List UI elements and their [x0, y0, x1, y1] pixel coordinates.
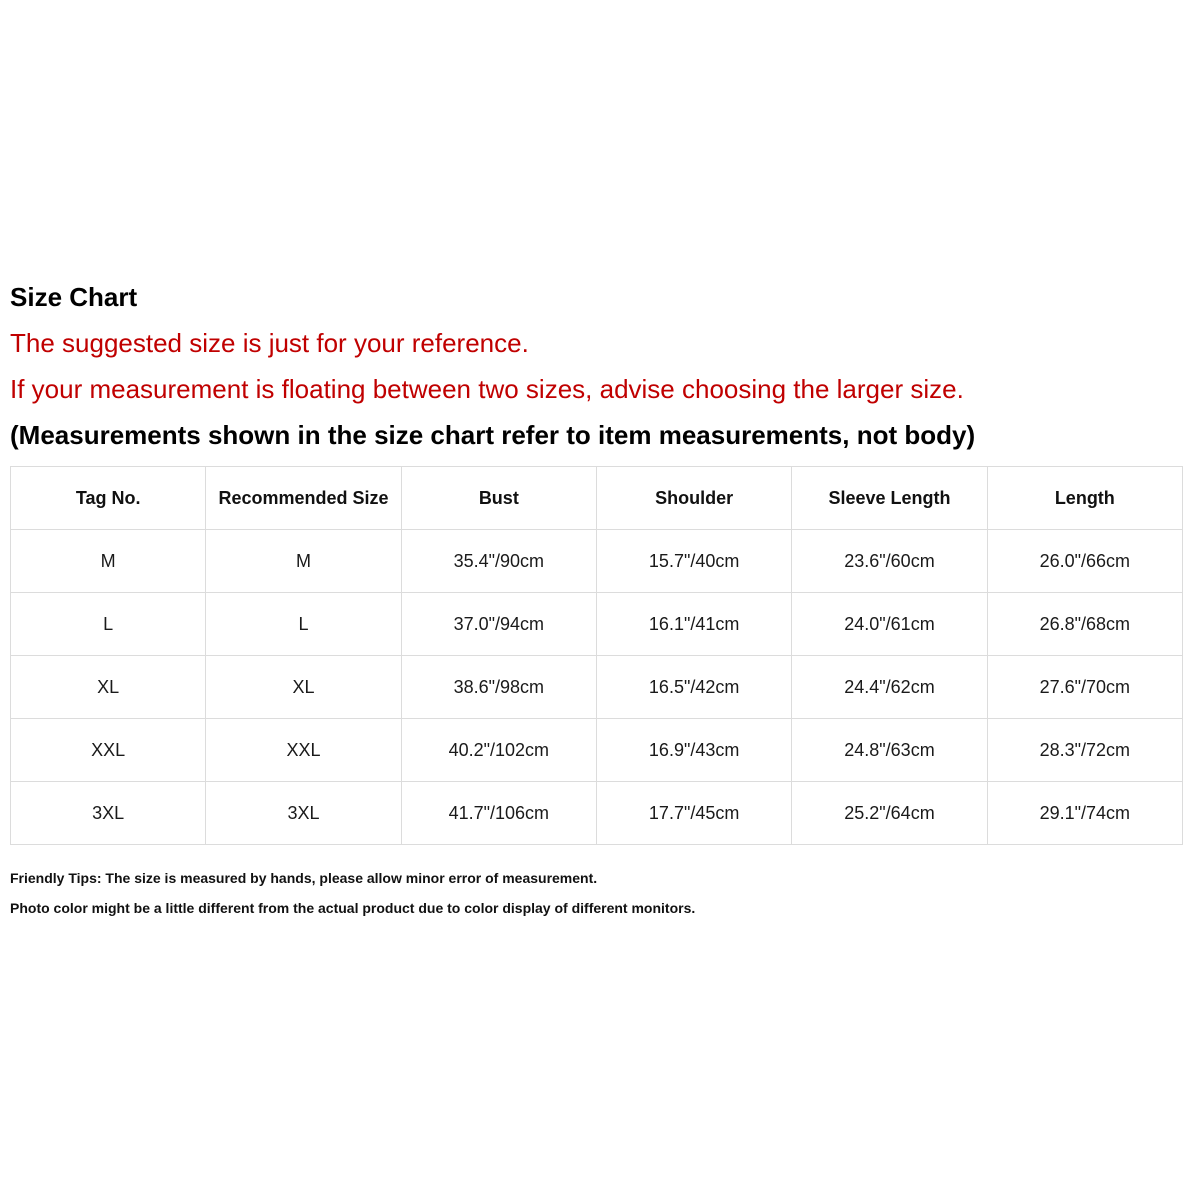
cell-sleeve-length: 24.0"/61cm: [792, 593, 987, 656]
header-shoulder: Shoulder: [596, 467, 791, 530]
table-row: [11, 719, 1183, 782]
cell-shoulder: 16.5"/42cm: [596, 656, 791, 719]
cell-shoulder: 16.1"/41cm: [596, 593, 791, 656]
cell-tag-no: XL: [11, 656, 206, 719]
reference-note: The suggested size is just for your reference.: [10, 328, 529, 358]
header-bust: Bust: [401, 467, 596, 530]
cell-bust: 37.0"/94cm: [401, 593, 596, 656]
larger-size-advice: If your measurement is floating between two sizes, advise choosing the larger size.: [10, 374, 964, 404]
size-table: [10, 466, 1183, 845]
cell-shoulder: 16.9"/43cm: [596, 719, 791, 782]
header-length: Length: [987, 467, 1182, 530]
table-row: [11, 593, 1183, 656]
cell-recommended-size: XL: [206, 656, 401, 719]
cell-sleeve-length: 24.4"/62cm: [792, 656, 987, 719]
table-row: [11, 530, 1183, 593]
cell-sleeve-length: 23.6"/60cm: [792, 530, 987, 593]
cell-bust: 35.4"/90cm: [401, 530, 596, 593]
cell-sleeve-length: 24.8"/63cm: [792, 719, 987, 782]
cell-shoulder: 15.7"/40cm: [596, 530, 791, 593]
cell-tag-no: M: [11, 530, 206, 593]
header-recommended-size: Recommended Size: [206, 467, 401, 530]
cell-length: 26.8"/68cm: [987, 593, 1182, 656]
table-row: [11, 782, 1183, 845]
cell-recommended-size: L: [206, 593, 401, 656]
cell-recommended-size: M: [206, 530, 401, 593]
cell-recommended-size: XXL: [206, 719, 401, 782]
friendly-tip: Friendly Tips: The size is measured by hands, please allow minor error of measurement.: [10, 870, 598, 886]
measurement-disclaimer: (Measurements shown in the size chart refer to item measurements, not body): [10, 420, 976, 450]
table-header-row: [11, 467, 1183, 530]
cell-length: 28.3"/72cm: [987, 719, 1182, 782]
cell-bust: 38.6"/98cm: [401, 656, 596, 719]
header-sleeve-length: Sleeve Length: [792, 467, 987, 530]
cell-tag-no: XXL: [11, 719, 206, 782]
color-disclaimer: Photo color might be a little different from the actual product due to color display of different monitors.: [10, 900, 696, 916]
header-tag-no: Tag No.: [11, 467, 206, 530]
cell-tag-no: 3XL: [11, 782, 206, 845]
cell-bust: 40.2"/102cm: [401, 719, 596, 782]
cell-tag-no: L: [11, 593, 206, 656]
cell-shoulder: 17.7"/45cm: [596, 782, 791, 845]
cell-length: 27.6"/70cm: [987, 656, 1182, 719]
cell-bust: 41.7"/106cm: [401, 782, 596, 845]
cell-sleeve-length: 25.2"/64cm: [792, 782, 987, 845]
cell-recommended-size: 3XL: [206, 782, 401, 845]
table-row: [11, 656, 1183, 719]
page-title: Size Chart: [10, 282, 138, 312]
cell-length: 29.1"/74cm: [987, 782, 1182, 845]
cell-length: 26.0"/66cm: [987, 530, 1182, 593]
